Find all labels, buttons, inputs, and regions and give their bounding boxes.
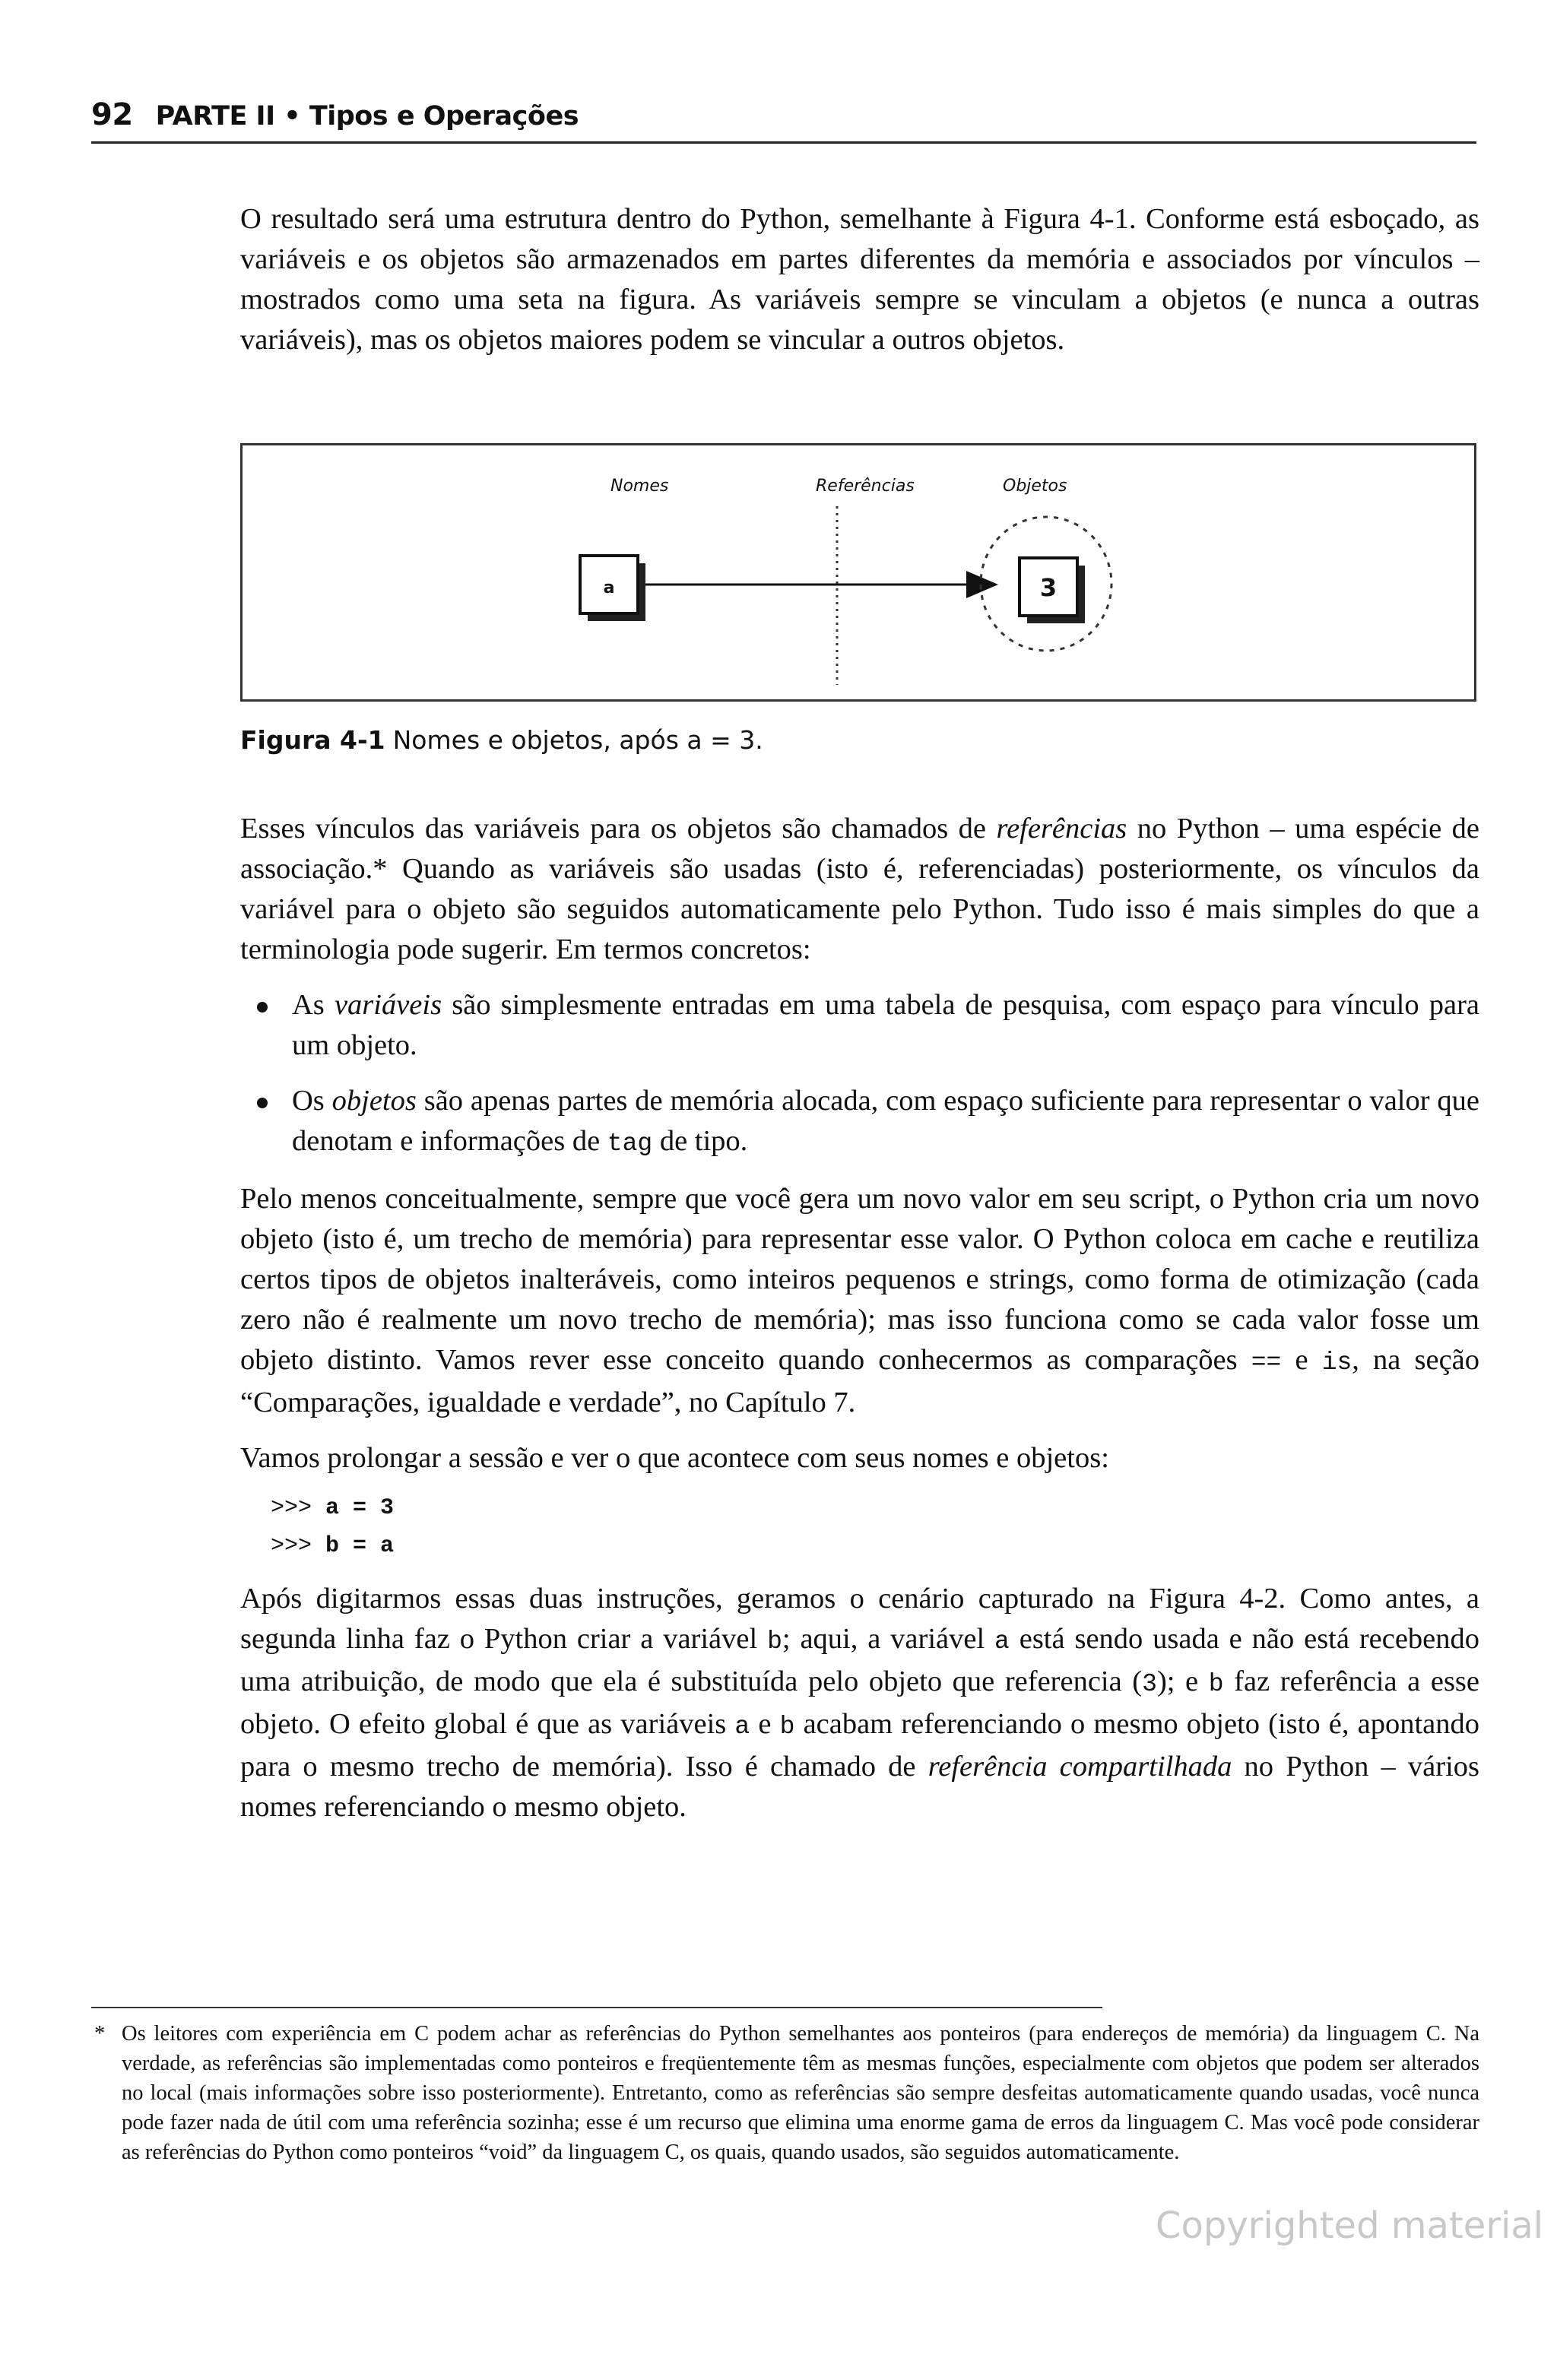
figure-caption (240, 725, 763, 755)
list-item (240, 985, 1479, 1066)
intro-paragraph: O resultado será uma estrutura dentro do Python, semelhante à Figura 4-1. Conforme está esboçado, as variáveis e os objetos são armazenados em partes diferentes da memória e associados por vínculos – mostrados como uma seta na figura. As variáveis sempre se vinculam a objetos (e nunca a outras variáveis), mas os objetos maiores podem se vincular a outros objetos. (240, 203, 1479, 356)
running-title: PARTE II • Tipos e Operações (155, 101, 579, 132)
footnote-text: Os leitores com experiência em C podem achar as referências do Python semelhantes aos ponteiros (para endereços de memória) da linguagem C. Na verdade, as referências são implementadas como ponteiros e freqüentemente têm as mesmas funções, especialmente com objetos que podem ser alterados no local (mais informações sobre isso posteriormente). Entretanto, como as referências são sempre desfeitas automaticamente quando usadas, você nunca pode fazer nada de útil com uma referência sozinha; esse é um recurso que elimina uma enorme gama de erros da linguagem C. Mas você pode considerar as referências do Python como ponteiros “void” da linguagem C, os quais, quando usados, são seguidos automaticamente. (122, 2022, 1479, 2164)
list-item (240, 1081, 1479, 1164)
footnote-rule (91, 2007, 1102, 2008)
label-names: Nomes (610, 477, 669, 496)
label-objects: Objetos (1003, 477, 1067, 496)
bullet-icon (257, 1098, 268, 1108)
code-line-1: a = 3 (325, 1495, 395, 1521)
intro-paragraph-block (240, 199, 1479, 360)
figure-4-1 (240, 443, 1476, 702)
footnote (94, 2019, 1479, 2167)
shared-reference-paragraph: Após digitarmos essas duas instruções, geramos o cenário capturado na Figura 4-2. Como antes, a segunda linha faz o Python criar a variável b; aqui, a variável a está sendo usada e não está recebendo uma atribuição, de modo que ela é substituída pelo objeto que referencia (3); e b faz referência a esse objeto. O efeito global é que as variáveis a e b acabam referenciando o mesmo objeto (isto é, apontando para o mesmo trecho de memória). Isso é chamado de referência compartilhada no Python – vários nomes referenciando o mesmo objeto. (240, 1583, 1480, 1823)
code-line-2: b = a (325, 1533, 395, 1559)
footnote-mark: * (94, 2022, 106, 2046)
references-section (240, 809, 1479, 1827)
variable-name: a (603, 578, 615, 597)
page-number: 92 (91, 97, 133, 132)
references-paragraph: Esses vínculos das variáveis para os objetos são chamados de referências no Python – uma espécie de associação.* Quando as variáveis são usadas (isto é, referenciadas) posteriormente, os vínculos da variável para o objeto são seguidos automaticamente pelo Python. Tudo isso é mais simples do que a terminologia pode sugerir. Em termos concretos: (240, 813, 1479, 965)
copyright-watermark: Copyrighted material (1156, 2204, 1544, 2247)
concepts-list (240, 985, 1479, 1164)
header-rule (91, 141, 1476, 144)
running-header (91, 97, 1476, 132)
label-references: Referências (816, 477, 915, 496)
bullet-icon (257, 1002, 268, 1013)
bullet-variables-text: As variáveis são simplesmente entradas em uma tabela de pesquisa, com espaço para vínculo para um objeto. (292, 989, 1479, 1061)
code-listing: >>> a = 3 >>> b = a (271, 1495, 395, 1559)
object-value: 3 (1039, 573, 1058, 602)
figure-caption-text: Nomes e objetos, após a = 3. (392, 725, 763, 755)
bullet-objects-text: Os objetos são apenas partes de memória alocada, com espaço suficiente para representar o valor que denotam e informações de tag de tipo. (292, 1085, 1479, 1158)
conceptual-paragraph: Pelo menos conceitualmente, sempre que você gera um novo valor em seu script, o Python cria um novo objeto (isto é, um trecho de memória) para representar esse valor. O Python coloca em cache e reutiliza certos tipos de objetos inalteráveis, como inteiros pequenos e strings, como forma de otimização (cada zero não é realmente um novo trecho de memória); mas isso funciona como se cada valor fosse um objeto distinto. Vamos rever esse conceito quando conhecermos as comparações == e is, na seção “Comparações, igualdade e verdade”, no Capítulo 7. (240, 1183, 1479, 1418)
session-intro-paragraph: Vamos prolongar a sessão e ver o que acontece com seus nomes e objetos: (240, 1442, 1109, 1474)
figure-diagram (243, 445, 1474, 699)
figure-caption-label: Figura 4-1 (240, 725, 385, 755)
